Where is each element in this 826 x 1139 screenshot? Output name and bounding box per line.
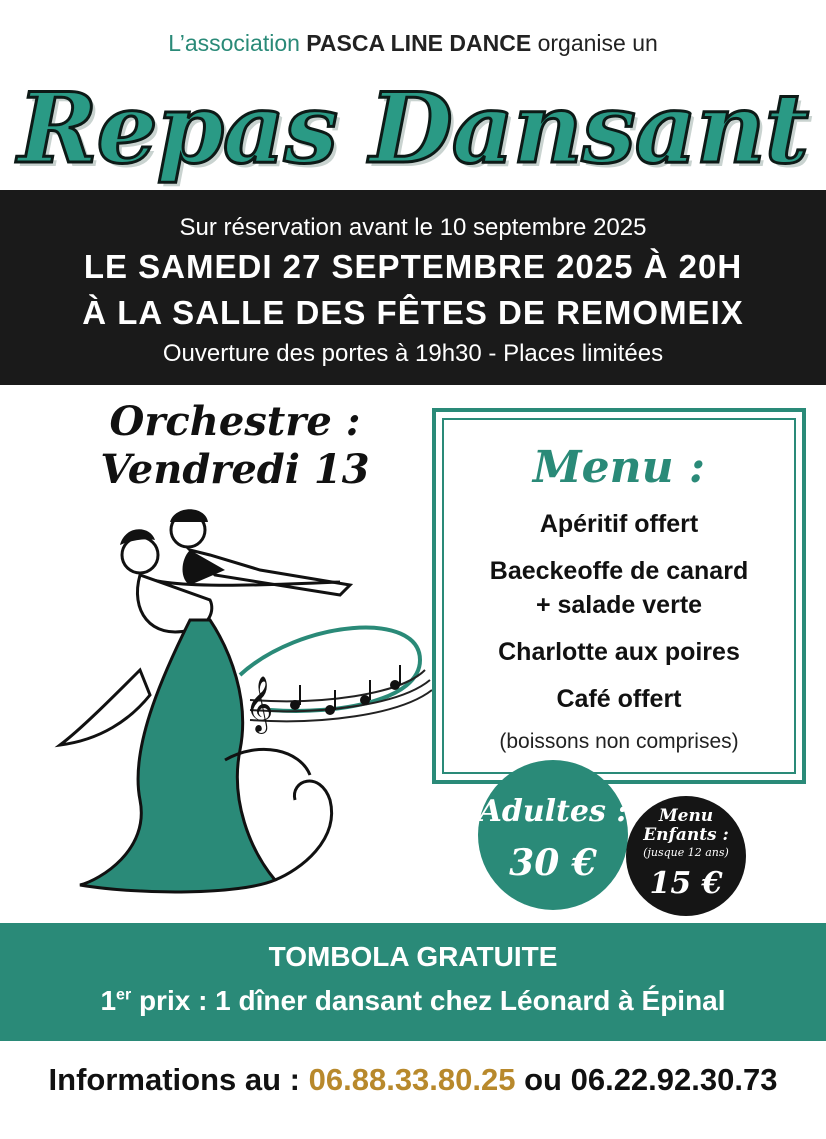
menu-item: Apéritif offert xyxy=(539,510,699,538)
phone-number-1: 06.88.33.80.25 xyxy=(308,1062,516,1097)
main-title: Repas Dansant xyxy=(17,72,809,185)
orchestra-name: Vendredi 13 xyxy=(100,446,370,493)
info-separator: ou xyxy=(515,1062,571,1097)
intro-line xyxy=(0,30,826,57)
menu-item: + salade verte xyxy=(535,591,703,619)
orchestra-block xyxy=(90,398,380,494)
tombola-band xyxy=(0,923,826,1041)
prize-superscript: er xyxy=(116,986,132,1004)
event-details-band xyxy=(0,190,826,385)
reservation-deadline: Sur réservation avant le 10 septembre 2025 xyxy=(179,214,647,241)
svg-text:𝄞: 𝄞 xyxy=(245,676,274,732)
menu-title: Menu : xyxy=(532,442,706,493)
child-price-badge xyxy=(626,796,746,916)
menu-item: Baeckeoffe de canard xyxy=(489,557,749,585)
contact-info xyxy=(0,1062,826,1098)
tombola-title: TOMBOLA GRATUITE xyxy=(268,941,558,972)
menu-item: Café offert xyxy=(556,685,682,713)
adult-price-badge xyxy=(478,760,628,910)
prize-number: 1 xyxy=(100,985,117,1016)
child-price-label-2: Enfants : xyxy=(643,825,729,845)
event-venue: À LA SALLE DES FÊTES DE REMOMEIX xyxy=(82,294,744,331)
info-label: Informations au : xyxy=(48,1062,309,1097)
orchestra-label: Orchestre : xyxy=(109,398,361,445)
adult-price-label: Adultes : xyxy=(478,794,628,829)
prize-text: prix : 1 dîner dansant chez Léonard à Épinal xyxy=(131,985,726,1016)
dancing-couple-illustration xyxy=(40,500,440,910)
child-age-limit: (jusque 12 ans) xyxy=(643,846,729,859)
phone-number-2: 06.22.92.30.73 xyxy=(570,1062,778,1097)
doors-opening: Ouverture des portes à 19h30 - Places limitées xyxy=(162,340,664,367)
menu-panel xyxy=(432,408,806,784)
menu-item: Charlotte aux poires xyxy=(498,638,740,666)
adult-price-value: 30 € xyxy=(509,842,597,884)
intro-prefix: L’asso xyxy=(168,30,234,56)
menu-note: (boissons non comprises) xyxy=(499,730,739,753)
tombola-prize xyxy=(0,985,826,1017)
intro-suffix: organise un xyxy=(531,30,658,56)
intro-org: PASCA LINE DANCE xyxy=(299,30,532,56)
intro-prefix-2: ciation xyxy=(233,30,300,56)
child-price-value: 15 € xyxy=(649,866,723,901)
child-price-label-1: Menu xyxy=(658,806,714,826)
event-date: LE SAMEDI 27 SEPTEMBRE 2025 À 20H xyxy=(83,248,743,285)
